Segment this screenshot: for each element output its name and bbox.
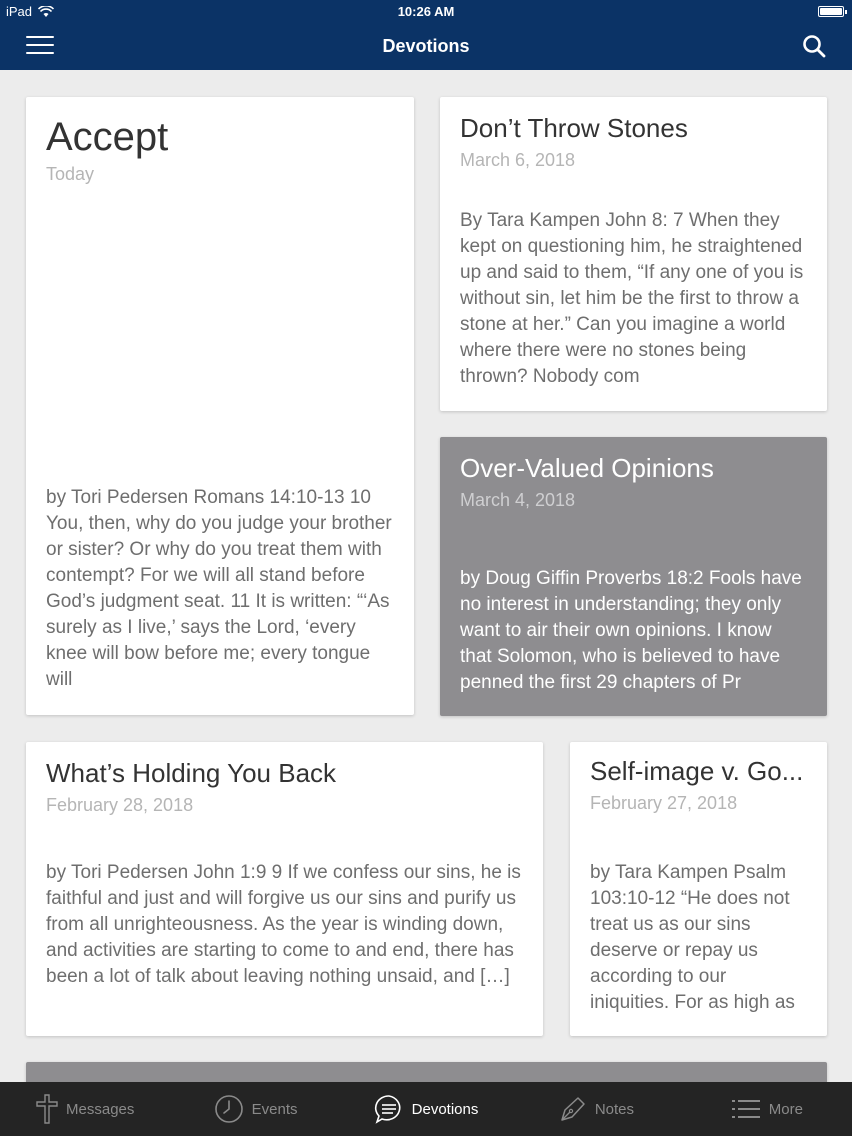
card-title: What’s Holding You Back: [46, 758, 337, 788]
tab-messages[interactable]: [0, 1082, 170, 1136]
cross-icon: [36, 1094, 58, 1124]
card-excerpt: by Doug Giffin Proverbs 18:2 Fools have no interest in understanding; they only want to air their own opinions. I know that Solomon, who is believed to have penned the first 29 chapters of Pr: [460, 568, 802, 693]
tab-events[interactable]: [170, 1082, 340, 1136]
search-icon: [802, 34, 826, 58]
card-date: February 27, 2018: [590, 793, 738, 813]
tab-label: More: [768, 1100, 803, 1118]
tab-devotions[interactable]: [341, 1082, 511, 1136]
card-date: February 28, 2018: [46, 795, 194, 815]
card-date: Today: [46, 164, 95, 184]
card-title: Don’t Throw Stones: [460, 113, 688, 143]
clock-icon: [214, 1094, 244, 1124]
devotion-card-over-valued-opinions[interactable]: [440, 437, 827, 716]
tab-label: Devotions: [411, 1100, 479, 1118]
tab-label: Messages: [66, 1100, 135, 1118]
pen-icon: [559, 1095, 587, 1123]
battery-icon: [818, 6, 844, 17]
top-navigation-bar: [0, 0, 852, 70]
devotion-card-self-image[interactable]: [570, 742, 827, 1036]
card-title: Over-Valued Opinions: [460, 453, 714, 483]
search-button[interactable]: [802, 34, 826, 58]
devotion-card-whats-holding-you-back[interactable]: [26, 742, 543, 1036]
card-excerpt: by Tori Pedersen Romans 14:10-13 10 You, then, why do you judge your brother or sister? Or why do you treat them with contempt? For we will all stand before God’s judgment seat. 11 It is written: “‘As surely as I live,’ says the Lord, ‘every knee will bow before me; every tongue will: [46, 487, 392, 690]
status-bar: [0, 0, 852, 24]
card-date: March 6, 2018: [460, 150, 576, 170]
card-date: March 4, 2018: [460, 490, 576, 510]
tab-label: Notes: [594, 1100, 635, 1118]
card-excerpt: By Tara Kampen John 8: 7 When they kept on questioning him, he straightened up and said to them, “If any one of you is without sin, let him be the first to throw a stone at her.” Can you imagine a world where there were no stones being thrown? Nobody com: [460, 210, 804, 387]
card-excerpt: by Tori Pedersen John 1:9 9 If we confess our sins, he is faithful and just and will forgive us our sins and purify us from all unrighteousness. As the year is winding down, and activities are starting to come to and end, there has been a lot of talk about leaving nothing unsaid, and […]: [46, 862, 521, 987]
devotion-card-accept[interactable]: [26, 97, 414, 715]
tab-notes[interactable]: [511, 1082, 681, 1136]
card-title: Self-image v. Go...: [590, 756, 804, 786]
tab-label: Events: [251, 1100, 298, 1118]
devotion-card-dont-throw-stones[interactable]: [440, 97, 827, 411]
card-excerpt: by Tara Kampen Psalm 103:10-12 “He does not treat us as our sins deserve or repay us according to our iniquities. For as high as: [590, 862, 795, 1013]
status-time: 10:26 AM: [397, 4, 455, 19]
page-title: Devotions: [382, 36, 470, 56]
tab-more[interactable]: [682, 1082, 852, 1136]
bottom-tab-bar: [0, 1082, 852, 1136]
device-label: iPad: [6, 4, 33, 19]
list-icon: [731, 1098, 761, 1120]
card-title: Accept: [46, 115, 169, 159]
speech-bubble-icon: [374, 1094, 404, 1124]
